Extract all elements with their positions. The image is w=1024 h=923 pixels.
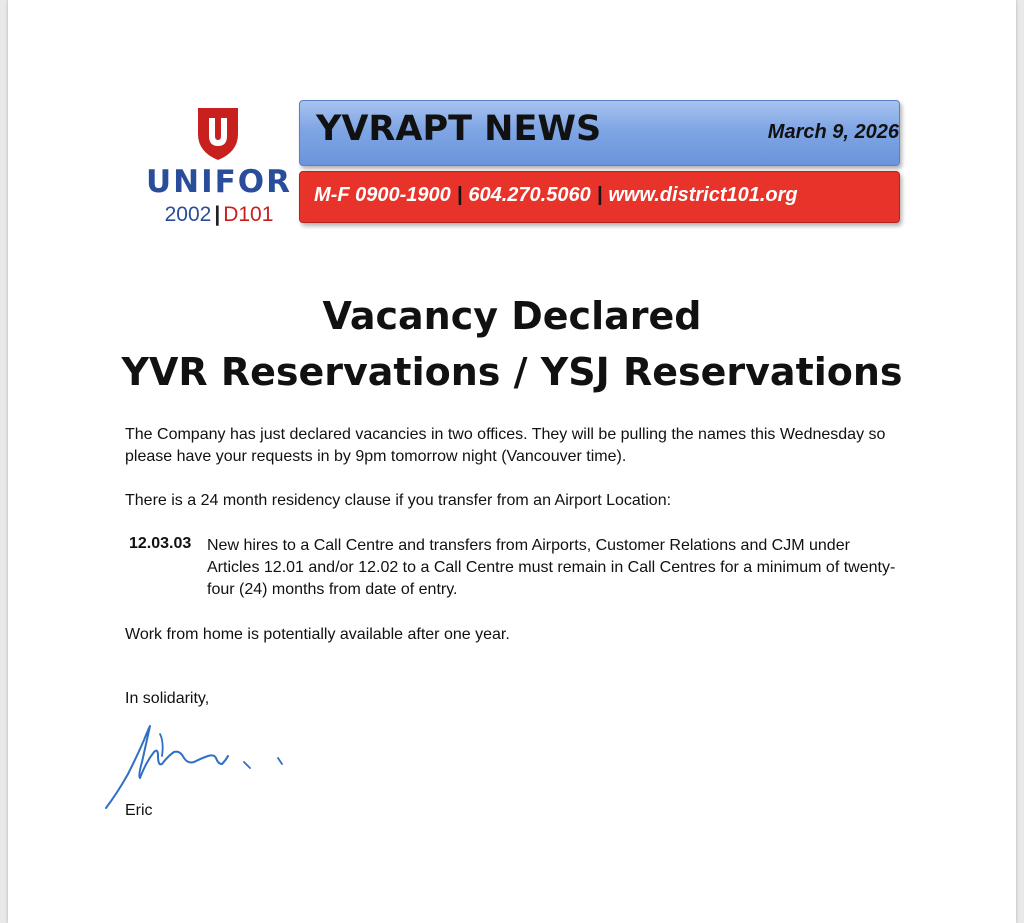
logo-local-number bbox=[144, 203, 294, 227]
body-paragraph-1: The Company has just declared vacancies in two offices. They will be pulling the names this Wednesday so please have your requests in by 9pm tomorrow night (Vancouver time). bbox=[125, 426, 886, 465]
clause-text: New hires to a Call Centre and transfers from Airports, Customer Relations and CJM under Articles 12.01 and/or 12.02 to a Call Centre must remain in Call Centres for a minimum of twenty-four (24) months from date of entry. bbox=[207, 537, 896, 598]
logo-separator: | bbox=[214, 203, 221, 226]
contact-line bbox=[314, 184, 798, 207]
contact-banner bbox=[299, 171, 900, 223]
contact-separator: | bbox=[596, 184, 603, 206]
newsletter-date: March 9, 2026 bbox=[767, 121, 899, 143]
headline-line-1: Vacancy Declared bbox=[322, 294, 702, 338]
newsletter-title: YVRAPT NEWS bbox=[316, 109, 602, 149]
signer-name: Eric bbox=[125, 802, 153, 819]
signature-graphic bbox=[104, 722, 284, 814]
phone-number: 604.270.5060 bbox=[468, 184, 591, 206]
clause-number: 12.03.03 bbox=[129, 535, 192, 552]
body-paragraph-2: There is a 24 month residency clause if you transfer from an Airport Location: bbox=[125, 492, 672, 509]
document-page bbox=[8, 0, 1016, 923]
website-link[interactable]: www.district101.org bbox=[608, 184, 798, 206]
unifor-shield-icon bbox=[194, 104, 242, 162]
newsletter-title-banner bbox=[299, 100, 900, 166]
contact-separator: | bbox=[456, 184, 463, 206]
office-hours: M-F 0900-1900 bbox=[314, 184, 451, 206]
unifor-logo bbox=[144, 100, 294, 230]
closing-salutation: In solidarity, bbox=[125, 690, 210, 707]
logo-local: 2002 bbox=[164, 203, 212, 226]
body-paragraph-3: Work from home is potentially available after one year. bbox=[125, 626, 510, 643]
logo-district: D101 bbox=[223, 203, 274, 226]
logo-wordmark: UNIFOR bbox=[145, 164, 293, 200]
headline-line-2: YVR Reservations / YSJ Reservations bbox=[121, 350, 903, 394]
